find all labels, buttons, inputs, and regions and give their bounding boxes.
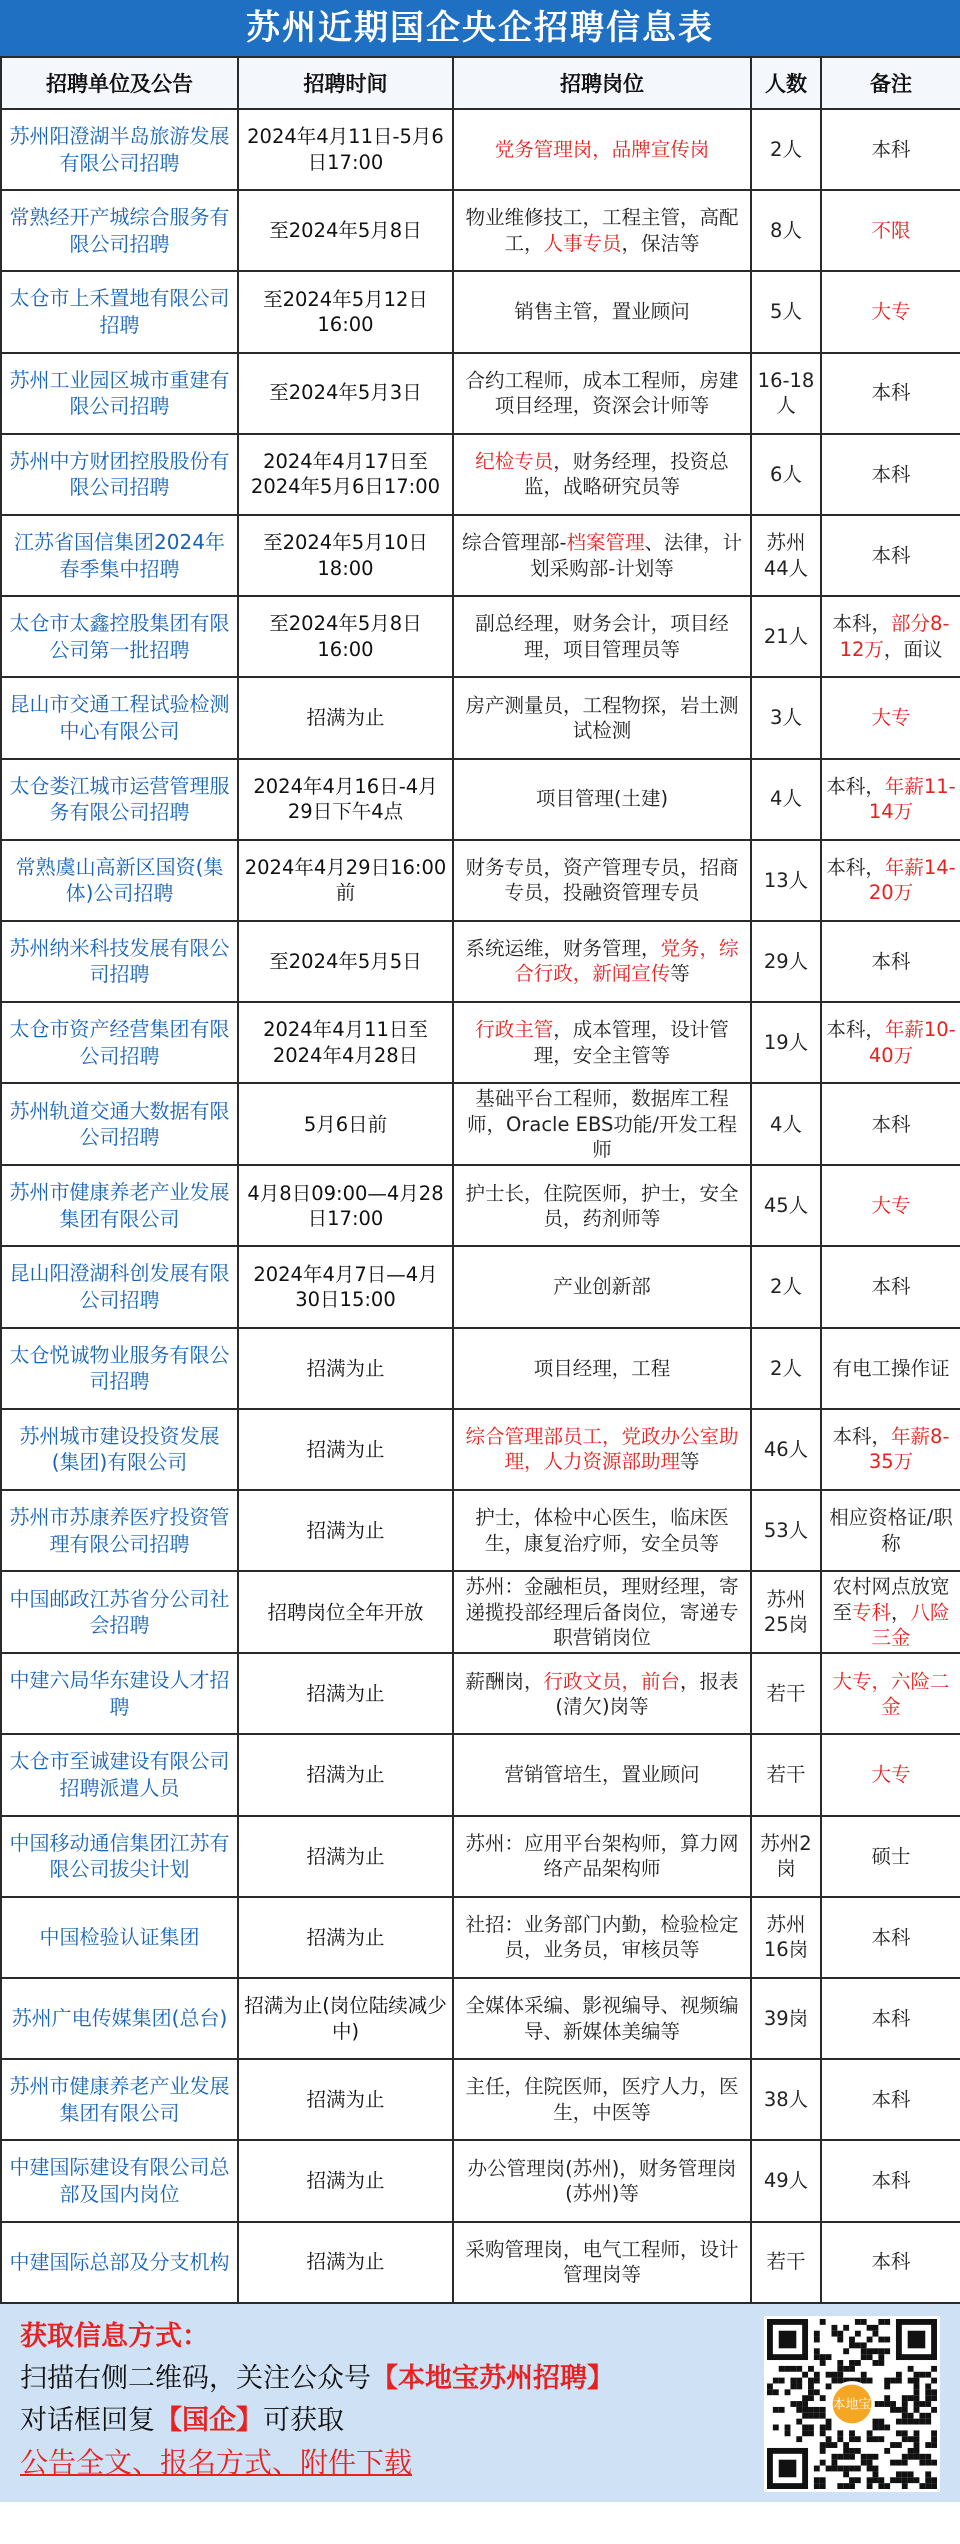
position-segment: 护士，体检中心医生，临床医生，康复治疗师，安全员等 [475,1506,729,1555]
note-segment: 本科， [826,774,885,798]
recruit-note [821,759,960,840]
recruit-positions [453,2059,751,2140]
position-segment: 纪检专员 [475,450,554,473]
recruit-count: 2人 [751,1328,821,1409]
recruit-count: 8人 [751,190,821,271]
table-row [1,2059,960,2140]
recruit-note [821,2222,960,2303]
table-row [1,109,960,190]
table-row [1,434,960,515]
note-segment: 专科 [851,1600,891,1624]
note-segment: 本科 [871,1112,911,1136]
position-segment: 合约工程师，成本工程师，房建项目经理，资深会计师等 [465,368,739,418]
table-row [1,1816,960,1897]
recruit-time: 5月6日前 [238,1083,453,1165]
position-segment: 项目管理(土建) [535,787,669,811]
table-row [1,2140,960,2221]
recruit-positions [453,2140,751,2221]
table-row [1,1002,960,1083]
recruit-count: 49人 [751,2140,821,2221]
recruiter-link[interactable]: 常熟经开产城综合服务有限公司招聘 [1,190,238,271]
recruit-count: 13人 [751,840,821,921]
position-segment: ，保洁等 [621,231,700,255]
recruiter-link[interactable]: 昆山市交通工程试验检测中心有限公司 [1,677,238,758]
recruiter-link[interactable]: 苏州广电传媒集团(总台) [1,1978,238,2059]
recruit-time: 至2024年5月10日18:00 [238,515,453,596]
recruit-note [821,1897,960,1978]
recruit-count: 39岗 [751,1978,821,2059]
note-segment: 本科 [871,949,911,973]
recruit-count: 苏州16岗 [751,1897,821,1978]
recruit-note [821,1571,960,1653]
recruit-note [821,2140,960,2221]
recruiter-link[interactable]: 太仓市太鑫控股集团有限公司第一批招聘 [1,596,238,677]
header-position: 招聘岗位 [453,57,751,109]
recruit-note [821,353,960,434]
recruiter-link[interactable]: 太仓市上禾置地有限公司招聘 [1,271,238,352]
recruit-count: 45人 [751,1165,821,1246]
position-segment: 等 [670,962,690,986]
recruit-positions [453,1897,751,1978]
position-segment: 社招：业务部门内勤，检验检定员，业务员，审核员等 [465,1913,739,1962]
recruit-count: 21人 [751,596,821,677]
table-row [1,1328,960,1409]
table-row [1,921,960,1002]
position-segment: 物业维修技工，工程主管，高配工， [465,206,739,255]
recruit-count: 4人 [751,1083,821,1165]
recruit-count: 4人 [751,759,821,840]
table-header-row [1,57,960,109]
recruit-positions [453,596,751,677]
recruiter-link[interactable]: 江苏省国信集团2024年春季集中招聘 [1,515,238,596]
position-segment: ，财务经理，投资总监，战略研究员等 [523,450,729,499]
recruiter-link[interactable]: 中建国际建设有限公司总部及国内岗位 [1,2140,238,2221]
note-segment: 大专，六险二金 [832,1669,950,1718]
note-segment: 农村网点放宽至 [832,1575,950,1624]
footer-download-link[interactable]: 公告全文、报名方式、附件下载 [20,2445,413,2479]
note-segment: 本科， [832,612,892,636]
table-body [1,109,960,2303]
position-segment: ，成本管理，设计管理，安全主管等 [533,1018,729,1067]
recruiter-link[interactable]: 太仓市至诚建设有限公司招聘派遣人员 [1,1734,238,1815]
footer-info-panel [0,2304,960,2502]
recruit-count: 53人 [751,1490,821,1571]
note-segment: 有电工操作证 [832,1356,950,1380]
note-segment: 本科 [871,2169,911,2193]
table-row [1,1409,960,1490]
table-row [1,1734,960,1815]
position-segment: 苏州：金融柜员，理财经理，寄递揽投部经理后备岗位，寄递专职营销岗位 [465,1575,739,1649]
recruit-positions [453,353,751,434]
recruitment-table [0,56,960,2304]
recruit-note [821,1490,960,1571]
note-segment: 本科 [871,2088,911,2112]
note-segment: 年薪14-20万 [868,855,956,905]
position-segment: 项目经理，工程 [533,1356,671,1380]
recruit-note [821,1246,960,1327]
table-row [1,596,960,677]
recruit-positions [453,1328,751,1409]
recruit-count: 16-18人 [751,353,821,434]
recruit-time: 2024年4月11日-5月6日17:00 [238,109,453,190]
recruiter-link[interactable]: 太仓市资产经营集团有限公司招聘 [1,1002,238,1083]
recruit-positions [453,1734,751,1815]
recruit-time: 招满为止 [238,1897,453,1978]
recruit-time: 2024年4月16日-4月29日下午4点 [238,759,453,840]
recruit-positions [453,1083,751,1165]
recruit-time: 招满为止 [238,1653,453,1734]
note-segment: 硕士 [871,1844,911,1868]
recruit-time: 至2024年5月8日 [238,190,453,271]
recruit-note [821,677,960,758]
position-segment: 副总经理，财务会计，项目经理，项目管理员等 [475,612,729,661]
recruit-note [821,190,960,271]
header-time: 招聘时间 [238,57,453,109]
position-segment: 系统运维，财务管理， [465,937,661,961]
note-segment: ，面议 [883,637,943,661]
header-note: 备注 [821,57,960,109]
recruit-count: 苏州2岗 [751,1816,821,1897]
table-row [1,759,960,840]
page-title: 苏州近期国企央企招聘信息表 [0,0,960,56]
note-segment: 本科， [826,855,885,879]
note-segment: 八险三金 [871,1600,950,1649]
recruiter-link[interactable]: 苏州市苏康养医疗投资管理有限公司招聘 [1,1490,238,1571]
recruiter-link[interactable]: 苏州市健康养老产业发展集团有限公司 [1,1165,238,1246]
recruit-count: 2人 [751,1246,821,1327]
recruit-time: 招满为止 [238,1409,453,1490]
position-segment: 薪酬岗， [465,1669,544,1693]
position-segment: 行政主管 [475,1018,554,1042]
recruit-positions [453,190,751,271]
recruit-time: 招满为止(岗位陆续减少中) [238,1978,453,2059]
recruit-note [821,515,960,596]
note-segment: 本科 [871,2006,911,2030]
recruit-note [821,1734,960,1815]
recruiter-link[interactable]: 中建六局华东建设人才招聘 [1,1653,238,1734]
recruit-positions [453,759,751,840]
recruit-positions [453,1246,751,1327]
position-segment: 档案管理 [566,531,645,555]
recruit-count: 若干 [751,1653,821,1734]
recruit-count: 2人 [751,109,821,190]
table-row [1,1571,960,1653]
recruit-note [821,1978,960,2059]
position-segment: 护士长，住院医师，护士，安全员，药剂师等 [465,1181,739,1230]
footer-line-1-text: 扫描右侧二维码，关注公众号 [20,2362,371,2394]
table-row [1,1165,960,1246]
recruit-count: 38人 [751,2059,821,2140]
position-segment: 苏州：应用平台架构师，算力网络产品架构师 [465,1831,739,1881]
recruit-positions [453,1816,751,1897]
recruit-time: 4月8日09:00—4月28日17:00 [238,1165,453,1246]
recruit-positions [453,434,751,515]
note-segment: 本科 [871,543,911,567]
position-segment: 销售主管，置业顾问 [514,300,690,324]
recruit-note [821,921,960,1002]
footer-heading: 获取信息方式： [20,2320,209,2352]
recruiter-link[interactable]: 中国移动通信集团江苏有限公司拔尖计划 [1,1816,238,1897]
position-segment: 行政文员，前台 [543,1669,680,1693]
recruit-note [821,2059,960,2140]
position-segment: 综合管理部员工，党政办公室助理，人力资源部助理 [465,1425,739,1474]
recruiter-link[interactable]: 苏州阳澄湖半岛旅游发展有限公司招聘 [1,109,238,190]
recruit-count: 若干 [751,2222,821,2303]
recruit-count: 6人 [751,434,821,515]
note-segment: 年薪11-14万 [868,774,956,824]
recruit-count: 5人 [751,271,821,352]
recruit-note [821,434,960,515]
note-segment: 本科 [871,381,911,405]
position-segment: 主任，住院医师，医疗人力，医生，中医等 [465,2075,739,2124]
table-row [1,190,960,271]
table-row [1,1083,960,1165]
note-segment: ， [891,1600,911,1624]
note-segment: 大专 [871,706,911,730]
note-segment: 本科 [871,137,911,161]
recruit-count: 19人 [751,1002,821,1083]
note-segment: 本科， [832,1425,892,1449]
recruiter-link[interactable]: 常熟虞山高新区国资(集体)公司招聘 [1,840,238,921]
recruit-count: 若干 [751,1734,821,1815]
position-segment: 全媒体采编、影视编导、视频编导、新媒体美编等 [465,1994,739,2043]
recruit-positions [453,271,751,352]
recruit-time: 招聘岗位全年开放 [238,1571,453,1653]
note-segment: 大专 [871,1763,911,1787]
position-segment: 党务，综合行政，新闻宣传 [514,937,739,986]
table-row [1,1246,960,1327]
position-segment: 、法律，计划采购部-计划等 [530,531,743,580]
recruit-positions [453,1978,751,2059]
recruit-time: 招满为止 [238,2140,453,2221]
position-segment: 营销管培生，置业顾问 [504,1763,700,1787]
recruiter-link[interactable]: 中国检验认证集团 [1,1897,238,1978]
recruiter-link[interactable]: 中国邮政江苏省分公司社会招聘 [1,1571,238,1653]
recruit-time: 2024年4月11日至2024年4月28日 [238,1002,453,1083]
qr-logo-text: 本地宝 [832,2397,872,2413]
position-segment: 党务管理岗，品牌宣传岗 [494,137,710,161]
recruit-note [821,109,960,190]
recruiter-link[interactable]: 苏州纳米科技发展有限公司招聘 [1,921,238,1002]
recruit-time: 2024年4月7日—4月30日15:00 [238,1246,453,1327]
recruit-time: 招满为止 [238,2222,453,2303]
note-segment: 本科 [871,2250,911,2274]
note-segment: 年薪8-35万 [868,1425,950,1474]
recruit-positions [453,1653,751,1734]
recruit-positions [453,1165,751,1246]
position-segment: 产业创新部 [553,1275,651,1299]
recruit-positions [453,1571,751,1653]
table-row [1,1490,960,1571]
recruiter-link[interactable]: 太仓悦诚物业服务有限公司招聘 [1,1328,238,1409]
recruit-note [821,1328,960,1409]
recruit-time: 招满为止 [238,1490,453,1571]
note-segment: 相应资格证/职称 [829,1506,953,1555]
table-row [1,1653,960,1734]
recruiter-link[interactable]: 苏州轨道交通大数据有限公司招聘 [1,1083,238,1165]
position-segment: 采购管理岗，电气工程师，设计管理岗等 [465,2237,739,2287]
recruit-time: 至2024年5月3日 [238,353,453,434]
recruit-count: 29人 [751,921,821,1002]
recruit-note [821,271,960,352]
recruit-time: 至2024年5月12日16:00 [238,271,453,352]
recruiter-link[interactable]: 苏州市健康养老产业发展集团有限公司 [1,2059,238,2140]
position-segment: 财务专员，资产管理专员，招商专员，投融资管理专员 [465,855,739,905]
recruit-time: 至2024年5月5日 [238,921,453,1002]
footer-account-name: 【本地宝苏州招聘】 [371,2362,614,2394]
recruit-positions [453,109,751,190]
recruit-note [821,596,960,677]
note-segment: 不限 [871,219,911,243]
table-row [1,677,960,758]
footer-line-2-text: 对话框回复 [20,2404,155,2436]
note-segment: 本科 [871,1925,911,1949]
recruit-note [821,1409,960,1490]
footer-line-2-tail: 可获取 [263,2404,344,2436]
footer-keyword: 【国企】 [155,2404,263,2436]
recruit-positions [453,921,751,1002]
recruit-count: 3人 [751,677,821,758]
qr-code-graphic [767,2319,937,2489]
recruit-positions [453,1490,751,1571]
recruit-time: 招满为止 [238,1816,453,1897]
recruit-note [821,1816,960,1897]
recruit-positions [453,2222,751,2303]
recruit-time: 招满为止 [238,1734,453,1815]
recruit-time: 至2024年5月8日16:00 [238,596,453,677]
recruit-time: 招满为止 [238,677,453,758]
note-segment: 年薪10-40万 [868,1018,956,1067]
recruiter-link[interactable]: 昆山阳澄湖科创发展有限公司招聘 [1,1246,238,1327]
table-row [1,515,960,596]
recruit-positions [453,677,751,758]
recruit-time: 招满为止 [238,2059,453,2140]
recruit-positions [453,1002,751,1083]
note-segment: 本科 [871,462,911,486]
recruiter-link[interactable]: 苏州城市建设投资发展(集团)有限公司 [1,1409,238,1490]
position-segment: 综合管理部- [461,531,567,555]
table-row [1,1897,960,1978]
recruit-count: 苏州44人 [751,515,821,596]
recruit-positions [453,840,751,921]
recruit-time: 2024年4月29日16:00前 [238,840,453,921]
note-segment: 大专 [871,1194,911,1218]
recruiter-link[interactable]: 苏州工业园区城市重建有限公司招聘 [1,353,238,434]
table-row [1,2222,960,2303]
position-segment: 办公管理岗(苏州)，财务管理岗(苏州)等 [467,2156,737,2205]
table-row [1,271,960,352]
table-row [1,840,960,921]
recruiter-link[interactable]: 苏州中方财团控股股份有限公司招聘 [1,434,238,515]
position-segment: 房产测量员，工程物探，岩土测试检测 [465,693,739,742]
position-segment: 基础平台工程师，数据库工程师，Oracle EBS功能/开发工程师 [467,1087,737,1161]
note-segment: 本科， [826,1018,885,1042]
note-segment: 本科 [871,1275,911,1299]
recruit-note [821,1653,960,1734]
recruit-note [821,1165,960,1246]
recruiter-link[interactable]: 太仓娄江城市运营管理服务有限公司招聘 [1,759,238,840]
recruit-time: 2024年4月17日至2024年5月6日17:00 [238,434,453,515]
header-unit: 招聘单位及公告 [1,57,238,109]
recruit-positions [453,515,751,596]
recruiter-link[interactable]: 中建国际总部及分支机构 [1,2222,238,2303]
recruit-count: 苏州25岗 [751,1571,821,1653]
recruit-note [821,840,960,921]
note-segment: 部分8-12万 [839,612,950,661]
table-row [1,1978,960,2059]
recruit-note [821,1002,960,1083]
qr-code-icon[interactable] [764,2316,940,2492]
recruit-note [821,1083,960,1165]
note-segment: 大专 [871,300,911,324]
recruit-time: 招满为止 [238,1328,453,1409]
position-segment: 人事专员 [543,231,622,255]
position-segment: 等 [680,1450,700,1474]
recruit-count: 46人 [751,1409,821,1490]
recruit-positions [453,1409,751,1490]
header-count: 人数 [751,57,821,109]
position-segment: ，报表(清欠)岗等 [555,1669,739,1718]
table-row [1,353,960,434]
